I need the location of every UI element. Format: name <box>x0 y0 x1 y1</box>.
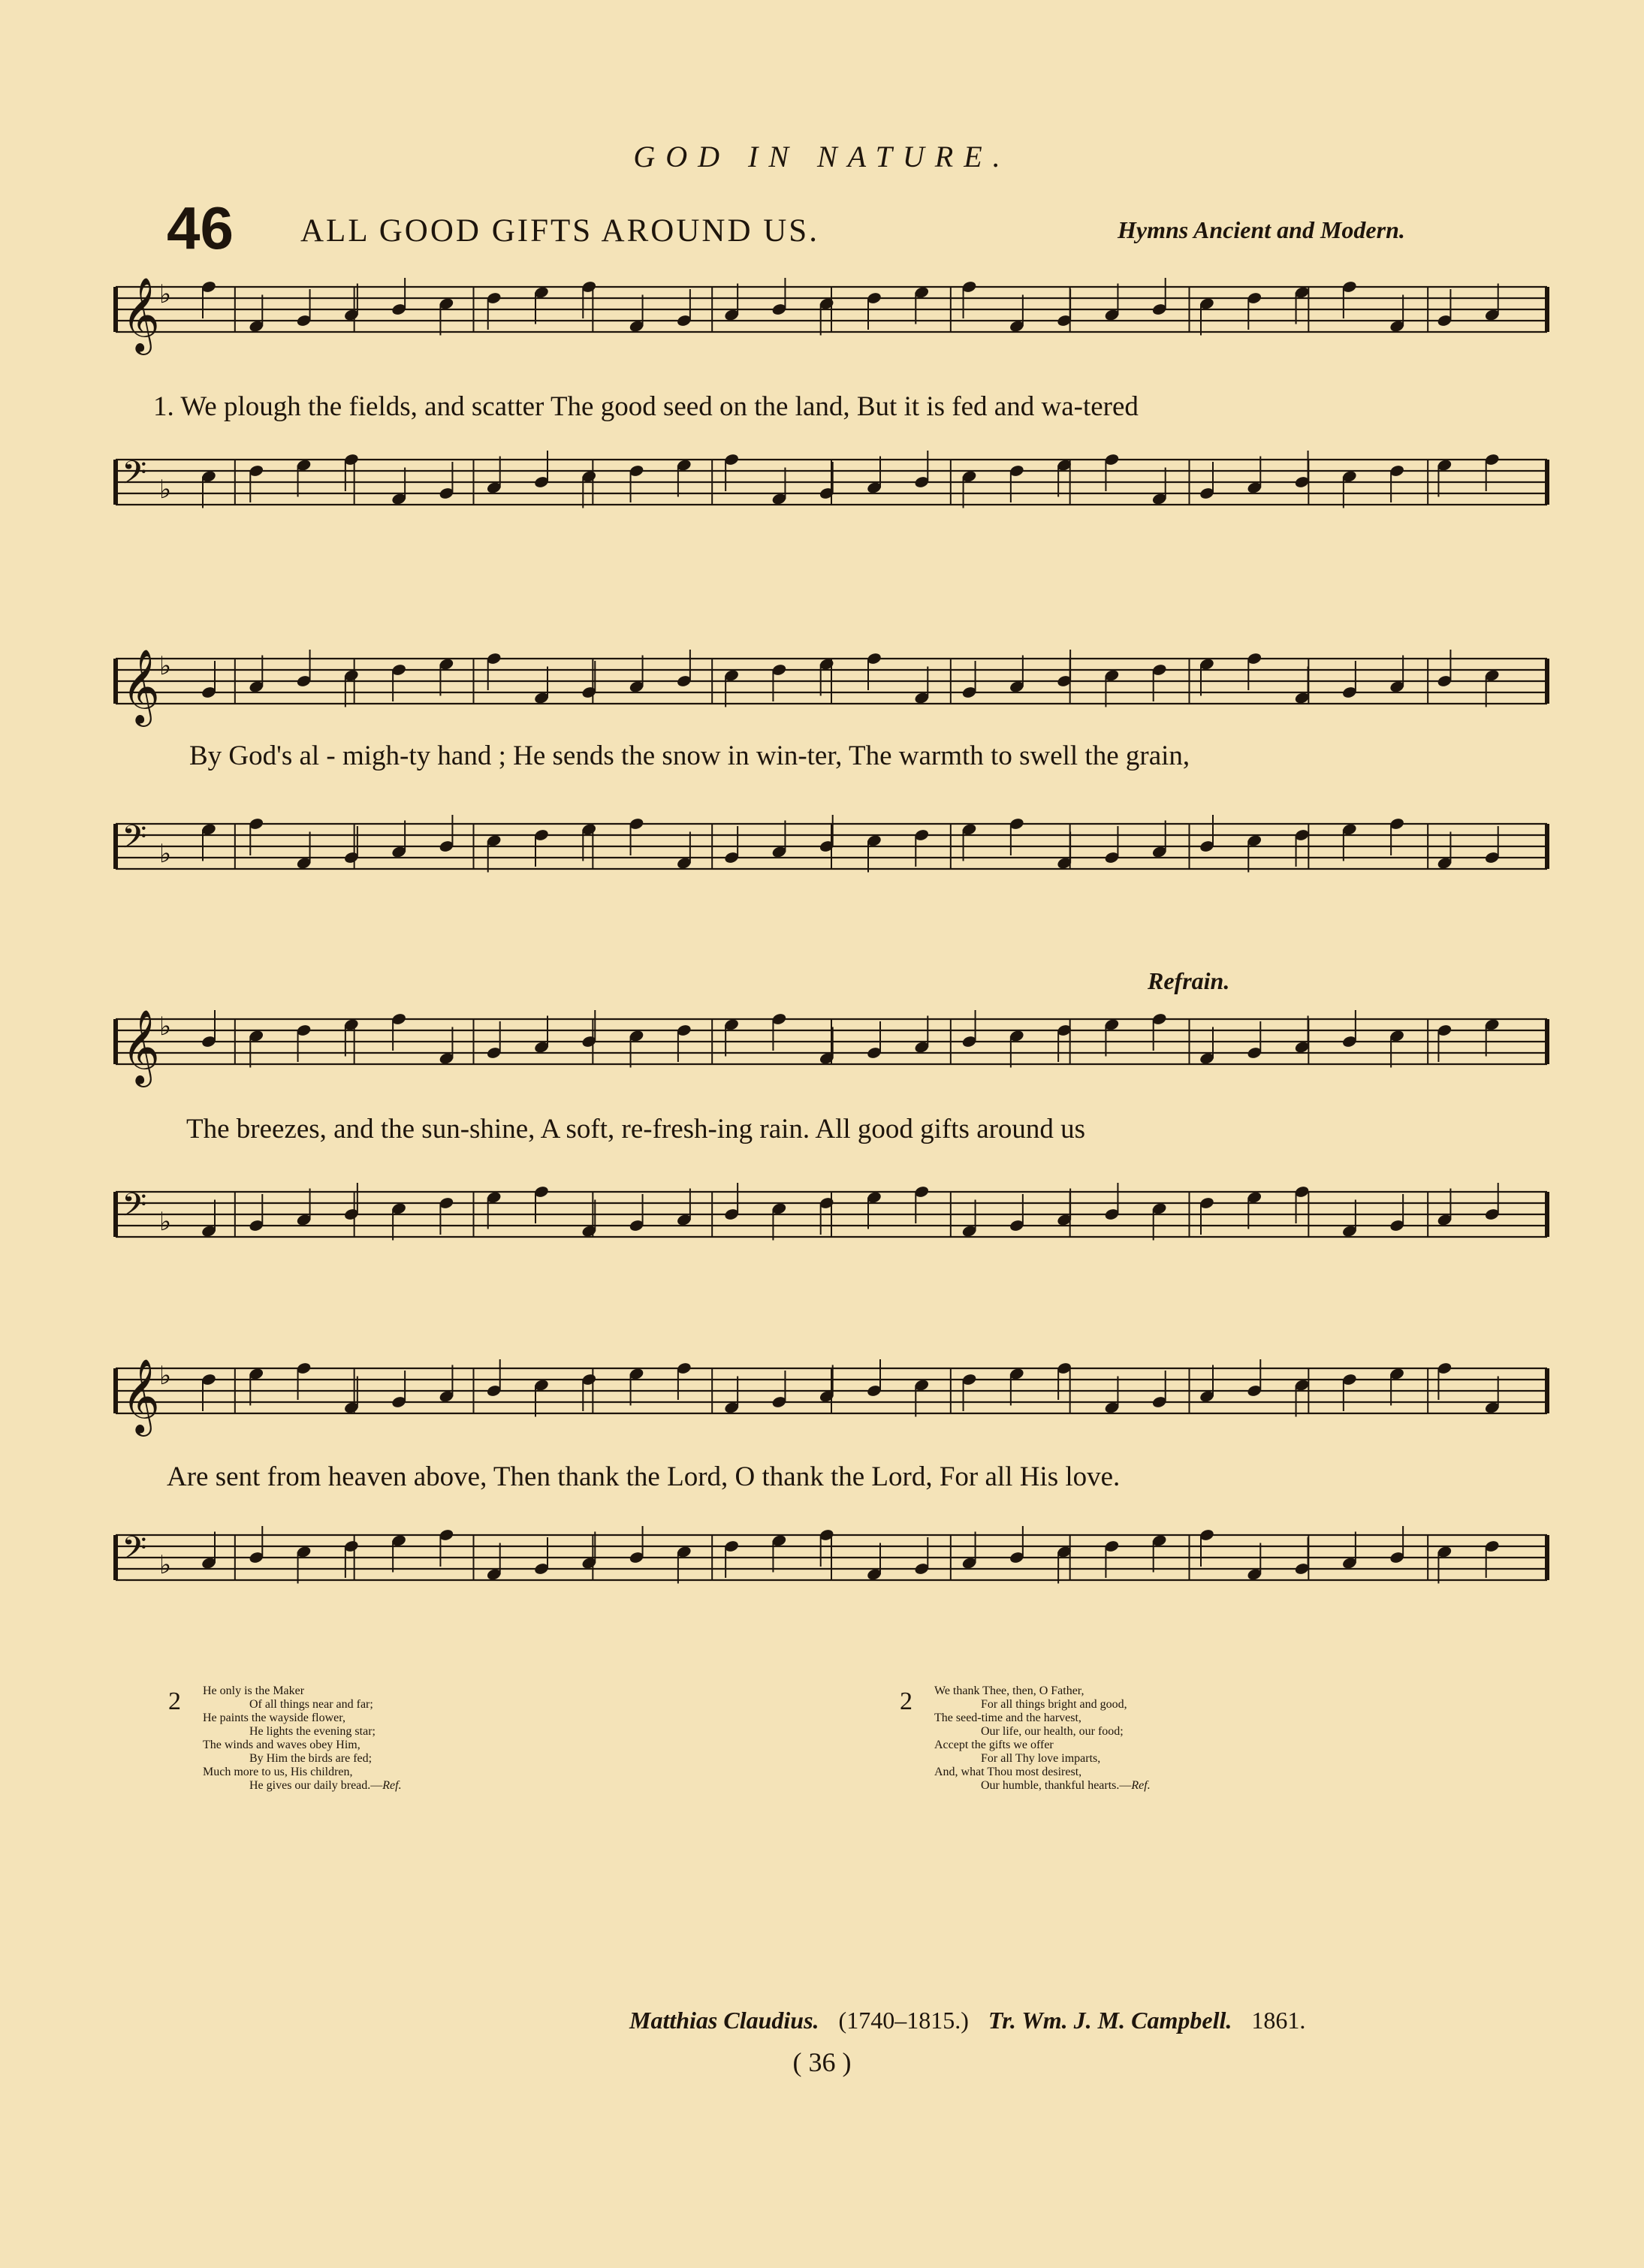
bass-staff <box>111 1519 1552 1601</box>
verse-line: By Him the birds are fed; <box>249 1752 373 1765</box>
verse-line-text: He gives our daily bread.— <box>249 1779 383 1792</box>
refrain-label: Refrain. <box>1148 967 1230 994</box>
translator: Tr. Wm. J. M. Campbell. <box>988 2007 1232 2034</box>
system-4-lyric: Are sent from heaven above, Then thank the Lord, O thank the Lord, For all His love. <box>167 1461 1121 1492</box>
treble-staff <box>111 270 1552 353</box>
section-header: GOD IN NATURE. <box>633 140 1011 173</box>
page-number: ( 36 ) <box>792 2047 852 2077</box>
svg-text:𝄢: 𝄢 <box>122 454 147 499</box>
hymn-attribution: Hymns Ancient and Modern. <box>1118 216 1405 243</box>
verse-line: We thank Thee, then, O Father, <box>934 1684 1084 1697</box>
svg-text:𝄢: 𝄢 <box>122 819 147 864</box>
author-dates: (1740–1815.) <box>838 2007 969 2034</box>
verse-line: Of all things near and far; <box>249 1698 373 1711</box>
verse-line: The winds and waves obey Him, <box>203 1739 360 1751</box>
bass-staff <box>111 443 1552 526</box>
verse-right <box>900 1684 1151 1793</box>
svg-text:𝄢: 𝄢 <box>122 1187 147 1232</box>
music-system-4 <box>111 1352 1552 1607</box>
verse-line: He only is the Maker <box>203 1684 305 1697</box>
svg-text:𝄞: 𝄞 <box>122 1009 160 1084</box>
verse-line-text: Our humble, thankful hearts.— <box>981 1779 1132 1792</box>
verse-line: The seed-time and the harvest, <box>934 1712 1081 1724</box>
treble-staff <box>111 642 1552 725</box>
svg-text:♭: ♭ <box>159 839 172 869</box>
credits <box>629 2007 1319 2034</box>
verse-line: Much more to us, His children, <box>203 1766 353 1778</box>
author: Matthias Claudius. <box>629 2007 819 2034</box>
svg-text:♭: ♭ <box>159 1207 172 1237</box>
verse-line <box>203 1779 402 1793</box>
treble-staff <box>111 1352 1552 1434</box>
bass-staff <box>111 1175 1552 1258</box>
svg-text:𝄞: 𝄞 <box>122 277 160 352</box>
music-system-3 <box>111 967 1552 1277</box>
hymn-number: 46 <box>167 195 234 261</box>
svg-text:𝄞: 𝄞 <box>122 1359 160 1434</box>
system-1-lyric: 1. We plough the fields, and scatter The good seed on the land, But it is fed and wa-tered <box>153 391 1139 422</box>
svg-text:♭: ♭ <box>159 651 172 681</box>
verse-line <box>934 1779 1151 1793</box>
svg-text:♭: ♭ <box>159 475 172 505</box>
treble-staff <box>111 1003 1552 1085</box>
svg-text:♭: ♭ <box>159 1012 172 1042</box>
bass-staff <box>111 807 1552 890</box>
svg-text:♭: ♭ <box>159 279 172 309</box>
refrain-ref: Ref. <box>1131 1779 1151 1792</box>
verse-left <box>168 1684 402 1793</box>
svg-text:♭: ♭ <box>159 1361 172 1391</box>
verse-line: Our life, our health, our food; <box>981 1725 1124 1738</box>
verse-line: For all Thy love imparts, <box>981 1752 1101 1765</box>
verse-line: And, what Thou most desirest, <box>934 1766 1082 1778</box>
music-system-1 <box>111 270 1552 541</box>
svg-text:𝄞: 𝄞 <box>122 649 160 724</box>
verse-number: 2 <box>900 1687 912 1715</box>
verse-line: He paints the wayside flower, <box>203 1712 345 1724</box>
system-2-lyric: By God's al - migh-ty hand ; He sends the snow in win-ter, The warmth to swell the grain, <box>189 740 1190 771</box>
hymn-title: ALL GOOD GIFTS AROUND US. <box>300 213 819 249</box>
verse-line: He lights the evening star; <box>249 1725 376 1738</box>
svg-text:♭: ♭ <box>159 1550 172 1580</box>
verse-number: 2 <box>168 1687 181 1715</box>
music-system-2 <box>111 642 1552 912</box>
verse-line: Accept the gifts we offer <box>934 1739 1054 1751</box>
system-3-lyric: The breezes, and the sun-shine, A soft, re-fresh-ing rain. All good gifts around us <box>186 1114 1086 1145</box>
verse-line: For all things bright and good, <box>981 1698 1127 1711</box>
svg-text:𝄢: 𝄢 <box>122 1530 147 1575</box>
refrain-ref: Ref. <box>382 1779 402 1792</box>
translation-year: 1861. <box>1251 2007 1306 2034</box>
